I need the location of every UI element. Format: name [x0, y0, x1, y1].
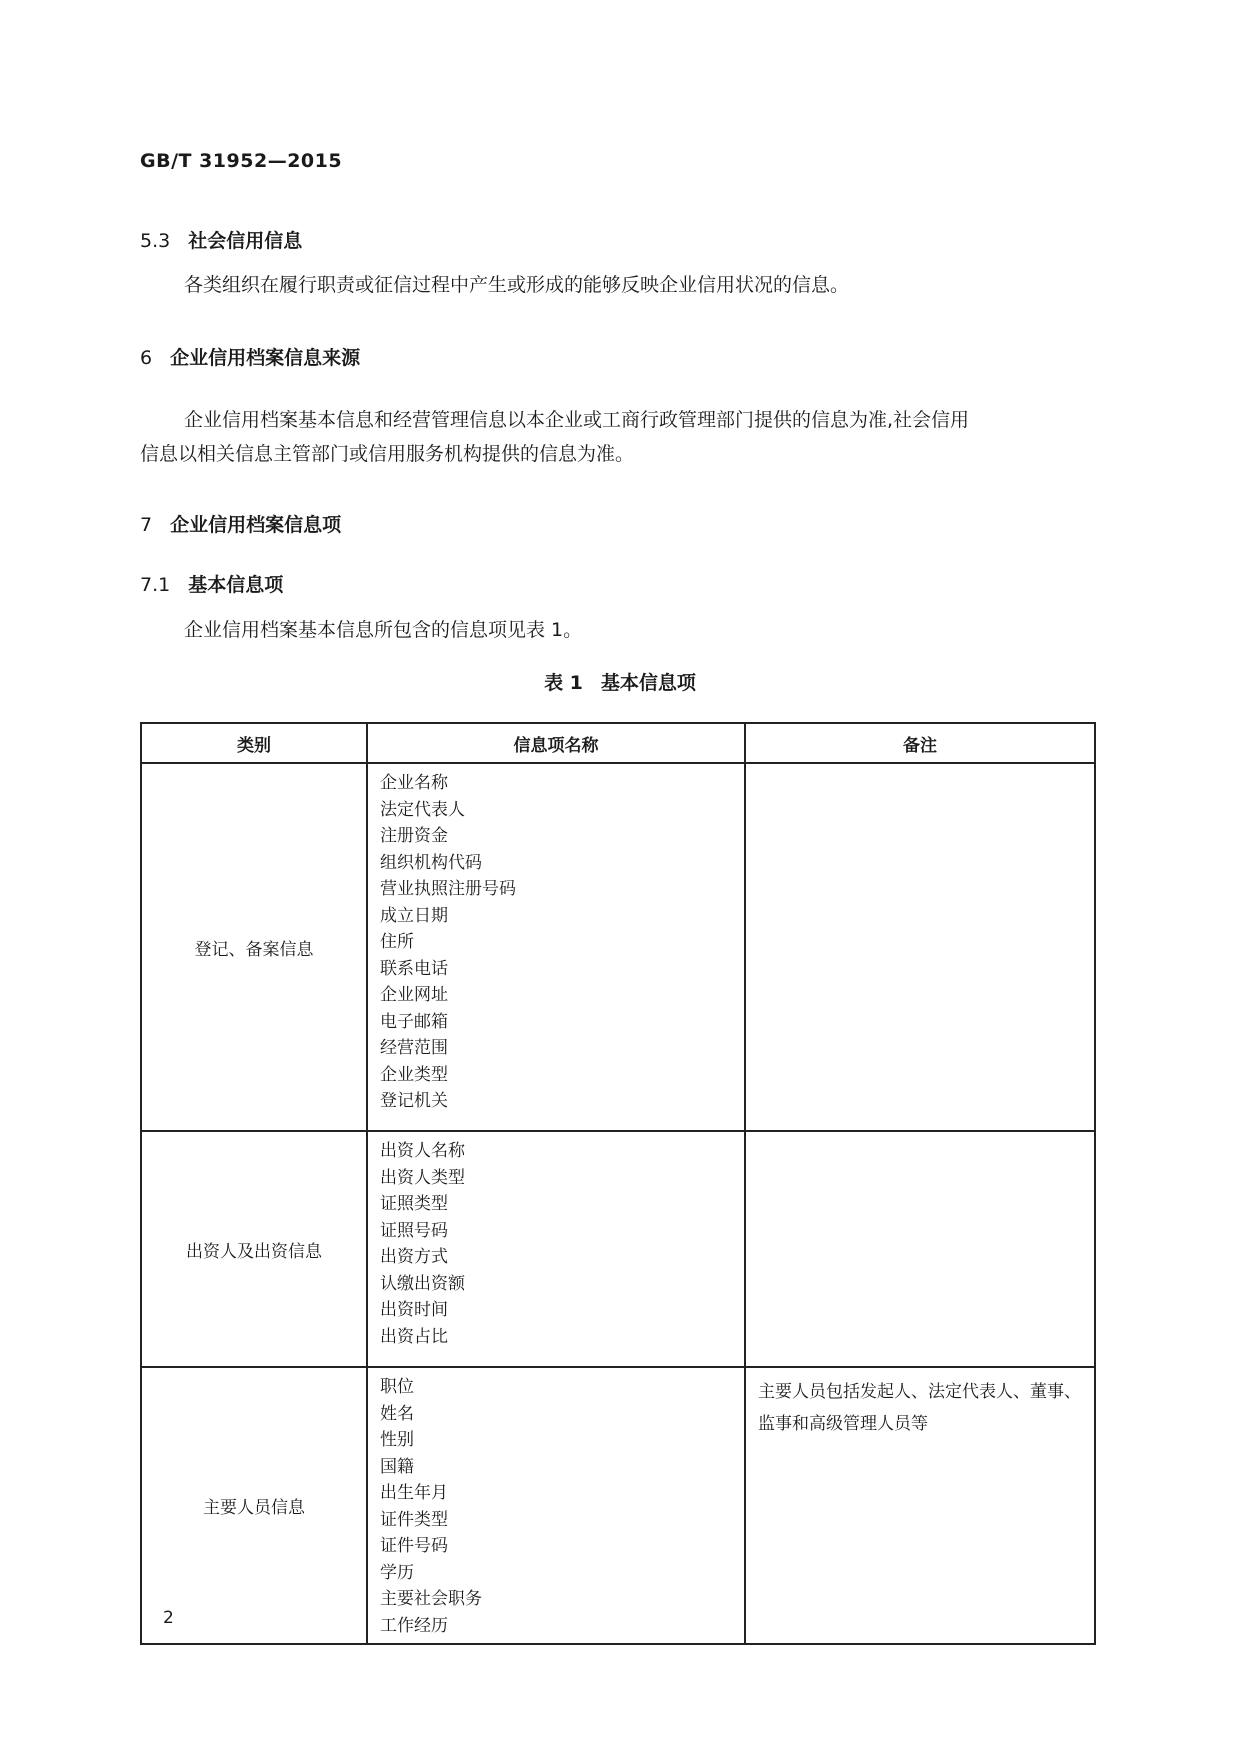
note-cell [745, 1367, 1095, 1644]
note-cell [745, 1131, 1095, 1367]
info-item: 企业类型 [380, 1064, 448, 1085]
info-item: 出生年月 [380, 1483, 448, 1503]
note-cell [745, 763, 1095, 1131]
section-title: 企业信用档案信息来源 [170, 347, 361, 369]
table-caption [0, 668, 1240, 695]
header-category: 类别 [141, 723, 367, 763]
info-item: 登记机关 [380, 1091, 448, 1111]
info-item: 企业名称 [380, 773, 448, 793]
info-item: 出资占比 [380, 1326, 448, 1347]
info-item: 证照类型 [380, 1194, 448, 1214]
table-header-row [141, 723, 1095, 763]
info-item: 成立日期 [380, 905, 448, 926]
section-6-body-line1: 企业信用档案基本信息和经营管理信息以本企业或工商行政管理部门提供的信息为准,社会信用 [184, 409, 970, 431]
section-title: 基本信息项 [188, 574, 284, 596]
info-item: 组织机构代码 [380, 852, 482, 873]
info-item: 性别 [380, 1430, 414, 1450]
info-item: 注册资金 [380, 826, 448, 846]
section-7-heading [140, 510, 341, 537]
info-item: 电子邮箱 [380, 1011, 448, 1032]
info-item: 企业网址 [380, 985, 448, 1005]
info-item: 经营范围 [380, 1038, 448, 1058]
info-item: 主要社会职务 [380, 1589, 482, 1609]
section-6-body-line2: 信息以相关信息主管部门或信用服务机构提供的信息为准。 [140, 443, 635, 465]
table-caption-title: 基本信息项 [600, 672, 696, 694]
category-cell: 登记、备案信息 [141, 763, 367, 1131]
info-item: 出资人名称 [380, 1141, 465, 1161]
info-item: 证件类型 [380, 1509, 448, 1530]
info-item: 住所 [380, 932, 414, 952]
page-number: 2 [163, 1608, 174, 1628]
section-6-heading [140, 343, 360, 370]
header-item-name: 信息项名称 [367, 723, 745, 763]
items-cell [367, 1131, 745, 1367]
info-item: 出资时间 [380, 1300, 448, 1320]
note-line: 主要人员包括发起人、法定代表人、董事、 [758, 1382, 1081, 1402]
section-5-3-body: 各类组织在履行职责或征信过程中产生或形成的能够反映企业信用状况的信息。 [184, 274, 850, 296]
items-cell [367, 1367, 745, 1644]
info-item: 职位 [380, 1377, 414, 1397]
category-cell: 主要人员信息 [141, 1367, 367, 1644]
note-line: 监事和高级管理人员等 [758, 1414, 928, 1434]
info-item: 姓名 [380, 1403, 414, 1424]
section-7-1-heading [140, 570, 283, 597]
section-number: 5.3 [140, 230, 171, 252]
table-caption-label: 表 1 [544, 672, 583, 694]
info-item: 证件号码 [380, 1536, 448, 1556]
section-number: 7 [140, 514, 153, 536]
info-item: 营业执照注册号码 [380, 879, 516, 899]
category-cell: 出资人及出资信息 [141, 1131, 367, 1367]
info-item: 工作经历 [380, 1615, 448, 1636]
section-5-3-heading [140, 226, 302, 253]
info-item: 学历 [380, 1562, 414, 1583]
section-number: 7.1 [140, 574, 171, 596]
section-title: 企业信用档案信息项 [170, 514, 342, 536]
info-item: 出资人类型 [380, 1167, 465, 1188]
section-number: 6 [140, 347, 153, 369]
table-row [141, 1367, 1095, 1644]
basic-info-table [140, 722, 1096, 1645]
info-item: 证照号码 [380, 1220, 448, 1241]
section-title: 社会信用信息 [188, 230, 303, 252]
section-7-1-body: 企业信用档案基本信息所包含的信息项见表 1。 [184, 619, 583, 641]
info-item: 法定代表人 [380, 799, 465, 820]
info-item: 出资方式 [380, 1247, 448, 1267]
table-row [141, 763, 1095, 1131]
info-item: 联系电话 [380, 958, 448, 979]
info-item: 认缴出资额 [380, 1273, 465, 1294]
standard-code: GB/T 31952—2015 [140, 150, 343, 172]
header-note: 备注 [745, 723, 1095, 763]
info-item: 国籍 [380, 1456, 414, 1477]
items-cell [367, 763, 745, 1131]
table-row [141, 1131, 1095, 1367]
